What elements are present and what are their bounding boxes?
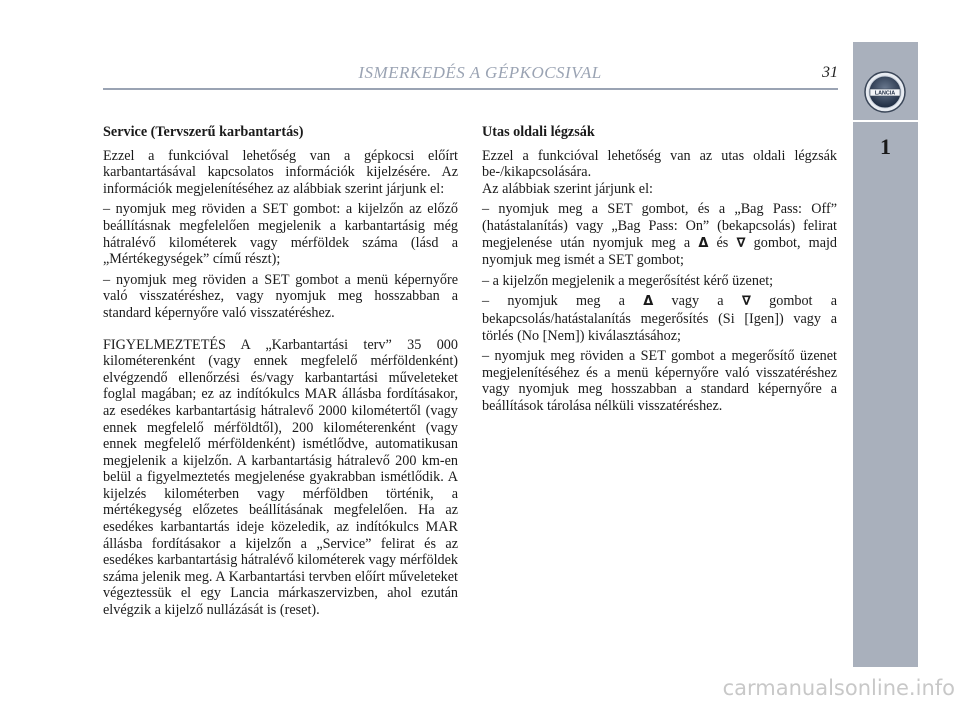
chapter-number: 1: [880, 134, 891, 159]
airbag-intro-2: Az alábbiak szerint járjunk el:: [482, 180, 653, 197]
up-arrow-icon: Δ: [643, 294, 654, 310]
side-tab-divider: [853, 120, 918, 122]
airbag-step-1-text-b: gombot, majd nyomjuk meg ismét a SET gombot;: [482, 234, 838, 269]
down-arrow-icon: ∇: [741, 294, 751, 310]
left-column: [103, 124, 458, 623]
airbag-step-3-or: vagy a: [671, 293, 724, 310]
service-step-1: – nyomjuk meg röviden a SET gombot: a kijelzőn az előző beállításnak megfelelően megjelenik a karbantartásig még hátralévő kilométerek vagy mérföldek száma (lásd a „Mértékegységek” című részt);: [103, 201, 458, 268]
airbag-intro: Ezzel a funkcióval lehetőség van az utas oldali légzsák be-/kikapcsolására.: [482, 147, 837, 181]
logo-text: LANCIA: [874, 90, 896, 97]
airbag-heading: Utas oldali légzsák: [482, 124, 595, 140]
service-step-2: – nyomjuk meg röviden a SET gombot a menü képernyőre való visszatéréshez, vagy nyomjuk meg hosszabban a standard képernyőre való visszatéréshez.: [103, 271, 458, 321]
running-header-title: ISMERKEDÉS A GÉPKOCSIVAL: [358, 63, 602, 82]
down-arrow-icon: ∇: [736, 235, 746, 251]
airbag-step-4: – nyomjuk meg röviden a SET gombot a megerősítő üzenet megjelenítéséhez és a menü képernyőre való visszatéréshez vagy nyomjuk meg hosszabban a standard képernyőre a beállítások tárolása nélküli visszatéréshez.: [482, 348, 837, 414]
airbag-step-1-text-a: – nyomjuk meg a SET gombot, és a „Bag Pass: Off” (hatástalanítás) vagy „Bag Pass: On” (bekapcsolás) felirat megjelenése után nyomjuk meg a: [482, 201, 837, 251]
service-heading: Service (Tervszerű karbantartás): [103, 124, 304, 140]
page-number: 31: [822, 64, 838, 81]
airbag-step-1-and: és: [716, 234, 729, 251]
airbag-step-3: [482, 293, 837, 344]
service-warning: FIGYELMEZTETÉS A „Karbantartási terv” 35 000 kilométerenként (vagy ennek megfelelő mérföldenként) elvégzendő ellenőrzési és/vagy karbantartási műveleteket foglal magában; ez az indítókulcs MAR állásba fordításakor, az esedékes karbantartásig hátralevő 2000 kilométertől (vagy ennek megfelelő mérföldtől), 200 kilométerenként (vagy ennek megfelelő mérföldenként) ismétlődve, automatikusan megjelenik a kijelzőn. A karbantartásig hátralevő 200 km-en belül a figyelmeztetés megjelenése gyakrabban ismétlődik. A kijelzés kilométerben vagy mérföldben történik, a mértékegység előzetes beállításának megfelelően. Ha az esedékes karbantartás ideje közeledik, az indítókulcs MAR állásba fordításakor a kijelzőn a „Service” felirat és az esedékes karbantartásig hátralévő kilométerek vagy mérföldek száma jelenik meg. A Karbantartási tervben előírt műveleteket végeztessük el egy Lancia márkaszervizben, ahol ezután elvégzik a kijelző nullázását is (reset).: [103, 336, 458, 619]
airbag-step-2: – a kijelzőn megjelenik a megerősítést kérő üzenet;: [482, 272, 774, 289]
header-rule: [103, 88, 838, 90]
watermark: carmanualsonline.info: [722, 676, 955, 700]
airbag-step-3-text-b: gombot a bekapcsolás/hatástalanítás megerősítés (Si [Igen]) vagy a törlés (No [Nem]) kiválasztásához;: [482, 293, 838, 344]
airbag-step-3-text-a: – nyomjuk meg a: [482, 293, 625, 310]
lancia-logo-icon: [863, 70, 907, 114]
right-column: [482, 124, 837, 419]
airbag-step-1: [482, 201, 837, 268]
service-intro: Ezzel a funkcióval lehetőség van a gépkocsi előírt karbantartásával kapcsolatos információk kijelzésére. Az információk megjelenítéséhez az alábbiak szerint járjunk el:: [103, 147, 458, 197]
up-arrow-icon: Δ: [698, 235, 709, 251]
